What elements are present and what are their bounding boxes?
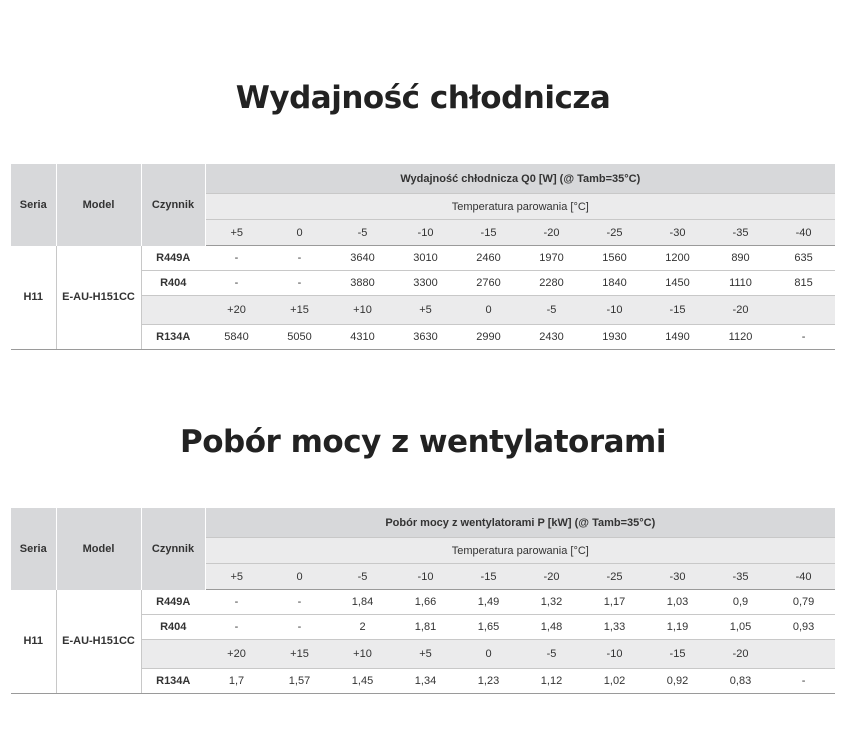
temp-header-cell: -40: [772, 564, 835, 590]
temp-mid-cell: +5: [394, 296, 457, 325]
value-cell: 0,83: [709, 669, 772, 694]
value-cell: 1,57: [268, 669, 331, 694]
temp-mid-cell: +20: [205, 296, 268, 325]
refrigerant-cell: R134A: [141, 325, 205, 350]
section-title: Wydajność chłodnicza: [235, 80, 611, 116]
refrigerant-cell: R404: [141, 271, 205, 296]
refrigerant-cell: R449A: [141, 246, 205, 271]
value-cell: 2280: [520, 271, 583, 296]
value-cell: 1,03: [646, 590, 709, 615]
value-cell: -: [205, 615, 268, 640]
header-seria: Seria: [11, 508, 56, 590]
value-cell: 4310: [331, 325, 394, 350]
value-cell: 1,23: [457, 669, 520, 694]
value-cell: 2: [331, 615, 394, 640]
value-cell: 1,48: [520, 615, 583, 640]
header-sub: Temperatura parowania [°C]: [205, 194, 835, 220]
refrigerant-cell: R134A: [141, 669, 205, 694]
value-cell: 5050: [268, 325, 331, 350]
value-cell: 0,93: [772, 615, 835, 640]
refrigerant-cell-empty: [141, 640, 205, 669]
value-cell: 1,19: [646, 615, 709, 640]
value-cell: 2430: [520, 325, 583, 350]
value-cell: 1490: [646, 325, 709, 350]
temp-header-cell: -35: [709, 220, 772, 246]
temp-mid-cell: -20: [709, 640, 772, 669]
value-cell: 1,34: [394, 669, 457, 694]
temp-header-cell: -5: [331, 564, 394, 590]
value-cell: -: [205, 246, 268, 271]
refrigerant-cell: R404: [141, 615, 205, 640]
seria-cell: H11: [11, 246, 56, 350]
header-model: Model: [56, 164, 141, 246]
value-cell: 1,02: [583, 669, 646, 694]
value-cell: 1,33: [583, 615, 646, 640]
value-cell: 1970: [520, 246, 583, 271]
spec-table: [11, 508, 835, 694]
section-title: Pobór mocy z wentylatorami: [180, 424, 666, 460]
value-cell: 1,45: [331, 669, 394, 694]
temp-header-cell: -20: [520, 564, 583, 590]
value-cell: -: [205, 590, 268, 615]
temp-mid-cell: +15: [268, 640, 331, 669]
refrigerant-cell-empty: [141, 296, 205, 325]
value-cell: 1,17: [583, 590, 646, 615]
temp-header-cell: -25: [583, 220, 646, 246]
value-cell: 1,49: [457, 590, 520, 615]
temp-mid-cell: +10: [331, 640, 394, 669]
model-cell: E-AU-H151CC: [56, 246, 141, 350]
temp-header-cell: -20: [520, 220, 583, 246]
refrigerant-cell: R449A: [141, 590, 205, 615]
value-cell: 1,65: [457, 615, 520, 640]
value-cell: 1,84: [331, 590, 394, 615]
value-cell: 1930: [583, 325, 646, 350]
value-cell: 1,32: [520, 590, 583, 615]
value-cell: 1560: [583, 246, 646, 271]
value-cell: 890: [709, 246, 772, 271]
temp-header-cell: +5: [205, 220, 268, 246]
header-czynnik: Czynnik: [141, 164, 205, 246]
value-cell: -: [772, 669, 835, 694]
seria-cell: H11: [11, 590, 56, 694]
value-cell: -: [205, 271, 268, 296]
value-cell: 1450: [646, 271, 709, 296]
temp-header-cell: +5: [205, 564, 268, 590]
value-cell: -: [772, 325, 835, 350]
value-cell: 0,79: [772, 590, 835, 615]
temp-mid-cell: 0: [457, 640, 520, 669]
temp-header-cell: 0: [268, 220, 331, 246]
temp-header-cell: -15: [457, 564, 520, 590]
value-cell: -: [268, 246, 331, 271]
value-cell: 635: [772, 246, 835, 271]
temp-mid-cell: [772, 640, 835, 669]
header-main: Pobór mocy z wentylatorami P [kW] (@ Tamb=35°C): [205, 508, 835, 538]
value-cell: 2760: [457, 271, 520, 296]
temp-mid-cell: -15: [646, 640, 709, 669]
temp-header-cell: -10: [394, 220, 457, 246]
temp-mid-cell: -20: [709, 296, 772, 325]
temp-mid-cell: -10: [583, 296, 646, 325]
value-cell: 3640: [331, 246, 394, 271]
temp-mid-cell: -5: [520, 640, 583, 669]
temp-header-cell: -40: [772, 220, 835, 246]
spec-table: [11, 164, 835, 350]
temp-mid-cell: -5: [520, 296, 583, 325]
temp-header-cell: -30: [646, 220, 709, 246]
value-cell: 1,7: [205, 669, 268, 694]
header-model: Model: [56, 508, 141, 590]
temp-header-cell: -25: [583, 564, 646, 590]
value-cell: 0,9: [709, 590, 772, 615]
value-cell: -: [268, 615, 331, 640]
model-cell: E-AU-H151CC: [56, 590, 141, 694]
value-cell: 1,12: [520, 669, 583, 694]
value-cell: 815: [772, 271, 835, 296]
value-cell: 2460: [457, 246, 520, 271]
value-cell: 5840: [205, 325, 268, 350]
temp-header-cell: -15: [457, 220, 520, 246]
value-cell: 3010: [394, 246, 457, 271]
temp-mid-cell: +10: [331, 296, 394, 325]
temp-mid-cell: +15: [268, 296, 331, 325]
temp-mid-cell: +20: [205, 640, 268, 669]
header-czynnik: Czynnik: [141, 508, 205, 590]
temp-mid-cell: +5: [394, 640, 457, 669]
value-cell: 0,92: [646, 669, 709, 694]
temp-header-cell: -5: [331, 220, 394, 246]
value-cell: 3300: [394, 271, 457, 296]
value-cell: 1110: [709, 271, 772, 296]
temp-header-cell: -10: [394, 564, 457, 590]
header-seria: Seria: [11, 164, 56, 246]
value-cell: 1,81: [394, 615, 457, 640]
value-cell: 1840: [583, 271, 646, 296]
temp-mid-cell: -10: [583, 640, 646, 669]
temp-header-cell: -35: [709, 564, 772, 590]
value-cell: -: [268, 590, 331, 615]
header-main: Wydajność chłodnicza Q0 [W] (@ Tamb=35°C): [205, 164, 835, 194]
header-sub: Temperatura parowania [°C]: [205, 538, 835, 564]
temp-mid-cell: -15: [646, 296, 709, 325]
value-cell: 3880: [331, 271, 394, 296]
value-cell: 1,05: [709, 615, 772, 640]
temp-header-cell: -30: [646, 564, 709, 590]
value-cell: 3630: [394, 325, 457, 350]
value-cell: 1,66: [394, 590, 457, 615]
temp-header-cell: 0: [268, 564, 331, 590]
temp-mid-cell: 0: [457, 296, 520, 325]
value-cell: 1120: [709, 325, 772, 350]
temp-mid-cell: [772, 296, 835, 325]
value-cell: 1200: [646, 246, 709, 271]
value-cell: -: [268, 271, 331, 296]
value-cell: 2990: [457, 325, 520, 350]
